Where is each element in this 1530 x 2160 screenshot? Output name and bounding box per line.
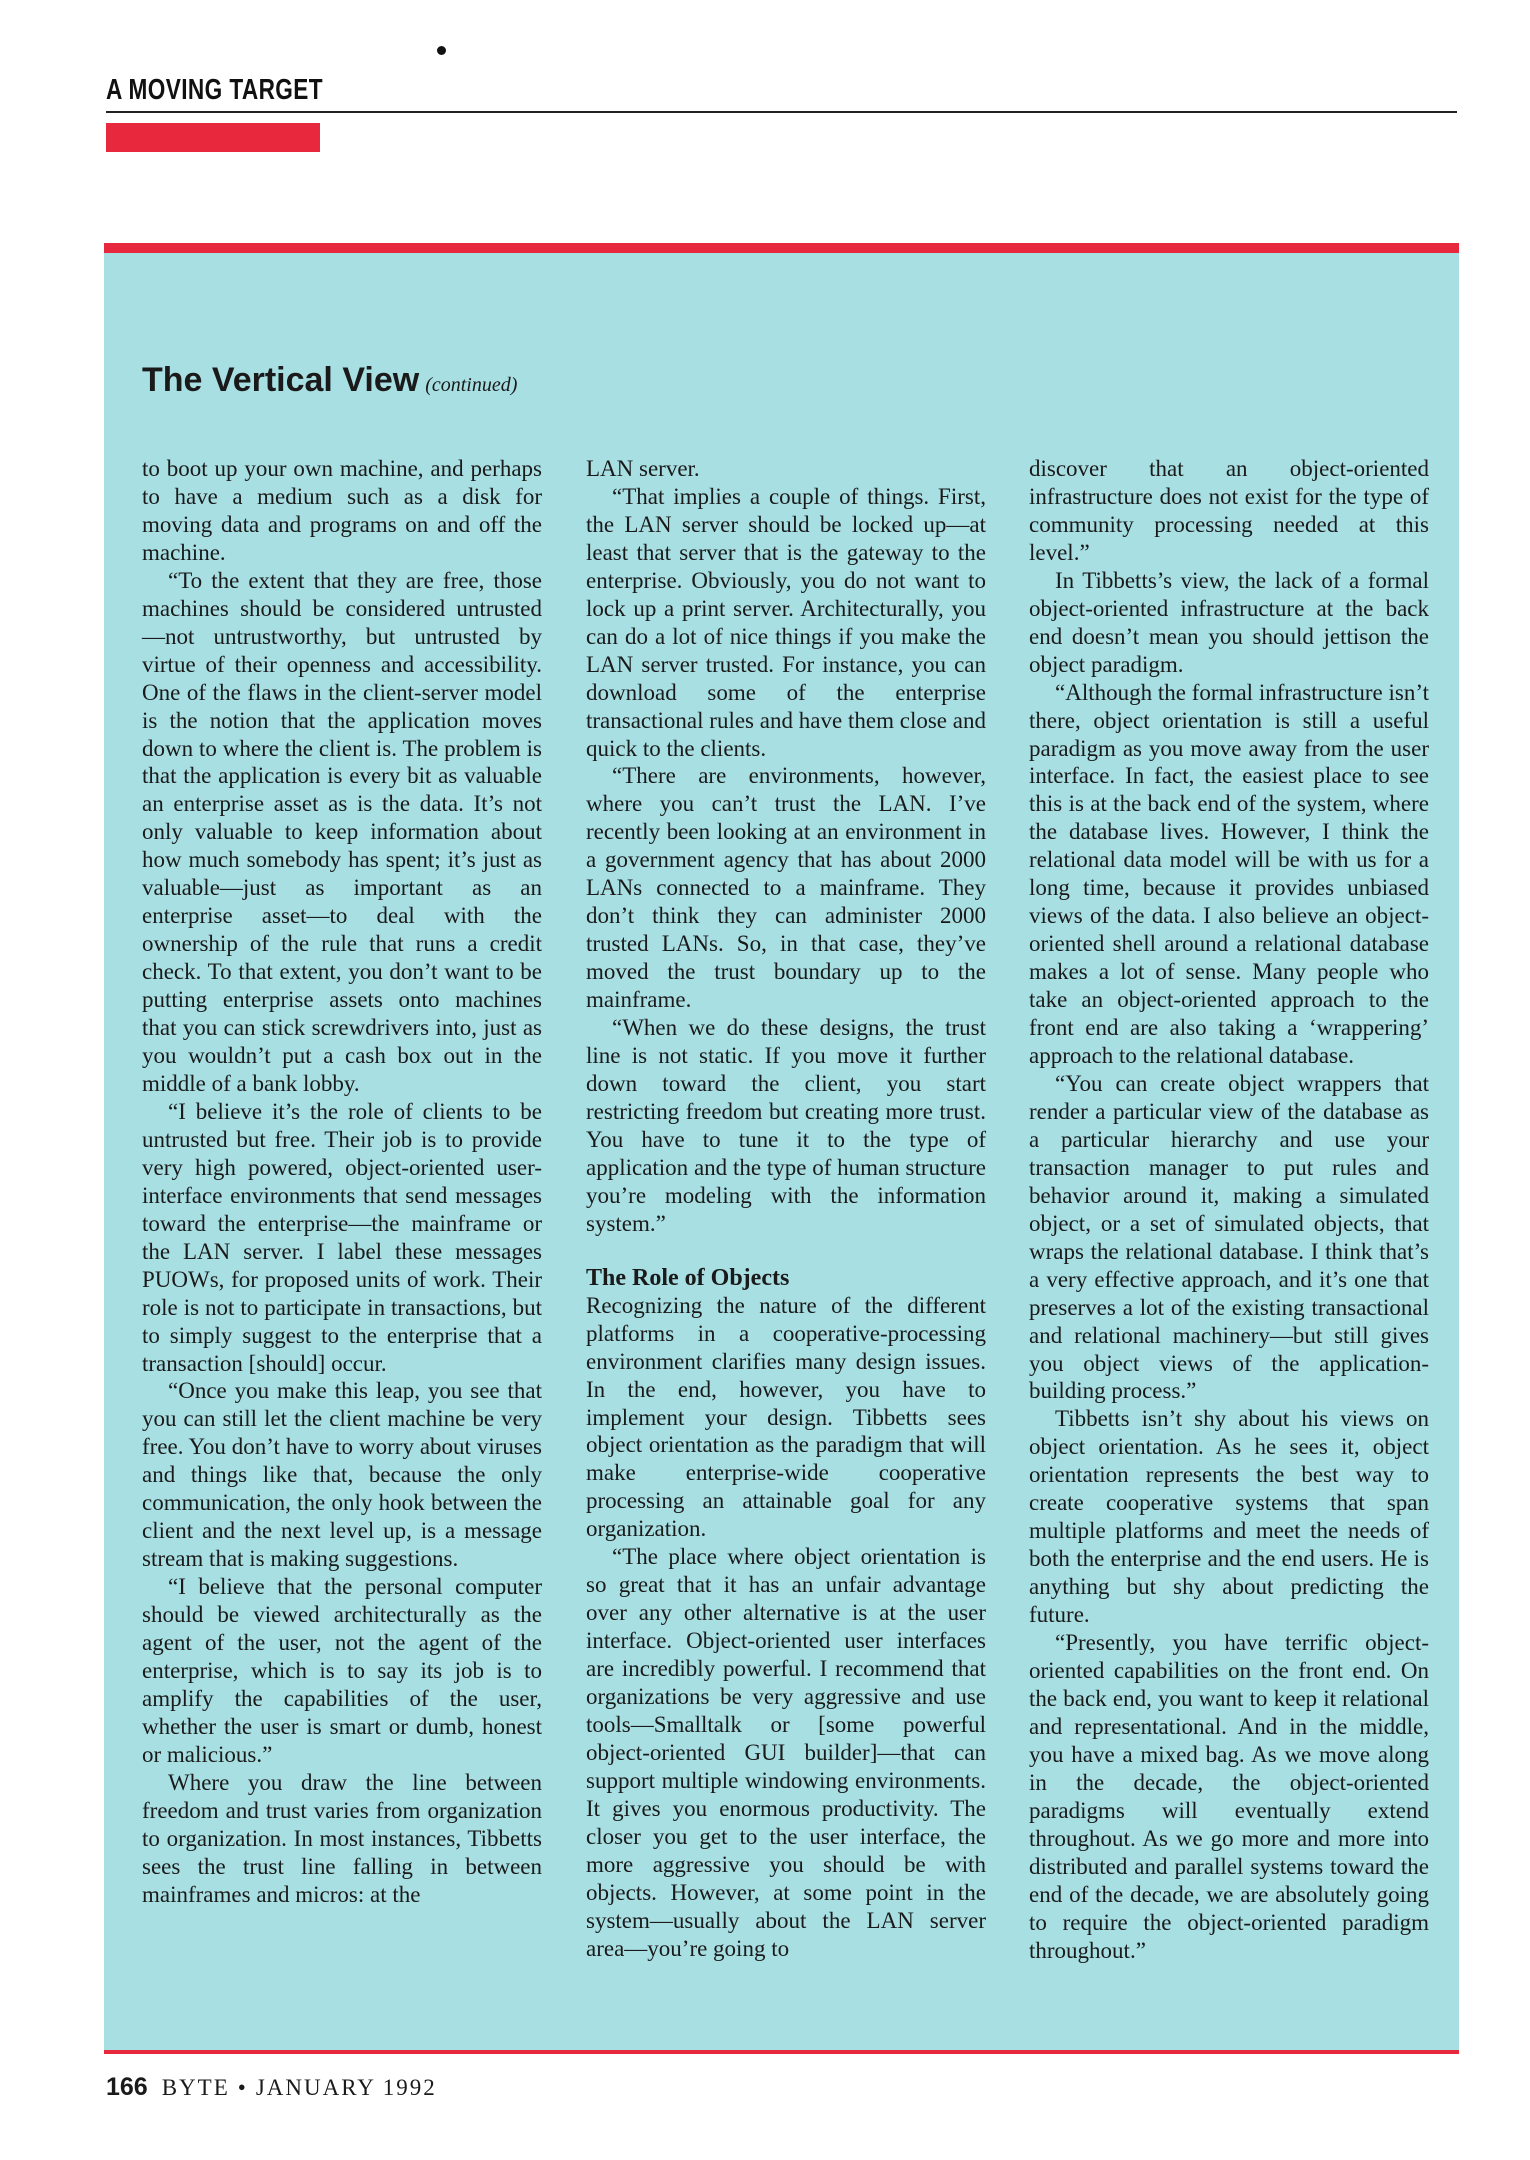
- text-column-1: [142, 455, 542, 1909]
- sidebar-title: [142, 361, 517, 400]
- text-column-2: [586, 455, 986, 1963]
- issue-date: JANUARY 1992: [255, 2075, 437, 2100]
- sidebar-panel: [104, 243, 1459, 2054]
- text-column-3: [1029, 455, 1429, 1964]
- continued-label: (continued): [425, 374, 518, 396]
- paragraph: “You can create object wrappers that render a particular view of the database as a particular hierarchy and use your transaction manager to put rules and behavior around it, making a simulated object, or a set of simulated objects, that wraps the relational database. I think that’s a very effective approach, and it’s one that preserves a lot of the existing transactional and relational machinery—but still gives you object views of the application-building process.”: [1029, 1070, 1429, 1404]
- paragraph: “That implies a couple of things. First, the LAN server should be locked up—at least that server that is the gateway to the enterprise. Obviously, you do not want to lock up a print server. Architecturally, you can do a lot of nice things if you make the LAN server trusted. For instance, you can download some of the enterprise transactional rules and have them close and quick to the clients.: [586, 483, 986, 761]
- paragraph: Tibbetts isn’t shy about his views on object orientation. As he sees it, object orientation represents the best way to create cooperative systems that span multiple platforms and meet the needs of both the enterprise and the end users. He is anything but shy about predicting the future.: [1029, 1406, 1429, 1628]
- paragraph: “I believe it’s the role of clients to be untrusted but free. Their job is to provide very high powered, object-oriented user-interface environments that send messages toward the enterprise—the mainframe or the LAN server. I label these messages PUOWs, for proposed units of work. Their role is not to participate in transactions, but to simply suggest to the enterprise that a transaction [should] occur.: [142, 1098, 542, 1376]
- paragraph: LAN server.: [586, 456, 700, 481]
- page-footer: [106, 2073, 437, 2102]
- magazine-name: BYTE: [161, 2075, 230, 2100]
- paragraph: “The place where object orientation is so great that it has an unfair advantage over any other alternative is at the user interface. Object-oriented user interfaces are incredibly powerful. I recommend that organizations be very aggressive and use tools—Smalltalk or [some powerful object-oriented GUI builder]—that can support multiple windowing environments. It gives you enormous productivity. The closer you get to the user interface, the more aggressive you should be with objects. However, at some point in the system—usually about the LAN server area—you’re going to: [586, 1544, 986, 1961]
- paragraph: to boot up your own machine, and perhaps to have a medium such as a disk for moving data and programs on and off the machine.: [142, 456, 542, 565]
- paragraph: Recognizing the nature of the different platforms in a cooperative-processing environment clarifies many design issues. In the end, however, you have to implement your design. Tibbetts sees object orientation as the paradigm that will make enterprise-wide cooperative processing an attainable goal for any organization.: [586, 1292, 986, 1542]
- header-rule: [106, 111, 1457, 113]
- paragraph: In Tibbetts’s view, the lack of a formal object-oriented infrastructure at the back end doesn’t mean you should jettison the object paradigm.: [1029, 567, 1429, 677]
- paragraph: “When we do these designs, the trust line is not static. If you move it further down toward the client, you start restricting freedom but creating more trust. You have to tune it to the type of application and the type of human structure you’re modeling with the information system.”: [586, 1015, 986, 1236]
- page-number: 166: [106, 2073, 148, 2101]
- sidebar-title-text: The Vertical View: [142, 361, 420, 399]
- paragraph: “To the extent that they are free, those machines should be considered untrusted—not untrustworthy, but untrusted by virtue of their openness and accessibility. One of the flaws in the client-server model is the notion that the application moves down to where the client is. The problem is that the application is every bit as valuable an enterprise asset as is the data. It’s not only valuable to keep information about how much somebody has spent; it’s just as valuable—just as important as an enterprise asset—to deal with the ownership of the rule that runs a credit check. To that extent, you don’t want to be putting enterprise assets onto machines that you can stick screwdrivers into, just as you wouldn’t put a cash box out in the middle of a bank lobby.: [142, 567, 542, 1096]
- decorative-dot: [437, 46, 446, 55]
- section-label: A MOVING TARGET: [106, 74, 323, 106]
- footer-separator: •: [237, 2075, 248, 2100]
- paragraph: “Although the formal infrastructure isn’t there, object orientation is still a useful paradigm as you move away from the user interface. In fact, the easiest place to see this is at the back end of the system, where the database lives. However, I think the relational data model will be with us for a long time, because it provides unbiased views of the data. I also believe an object-oriented shell around a relational database makes a lot of sense. Many people who take an object-oriented approach to the front end are also taking a ‘wrappering’ approach to the relational database.: [1029, 679, 1429, 1069]
- section-color-bar: [106, 123, 320, 152]
- paragraph: “Once you make this leap, you see that you can still let the client machine be very free. You don’t have to worry about viruses and things like that, because the only communication, the only hook between the client and the next level up, is a message stream that is making suggestions.: [142, 1378, 542, 1572]
- paragraph: discover that an object-oriented infrastructure does not exist for the type of community processing needed at this level.”: [1029, 456, 1429, 565]
- paragraph: Where you draw the line between freedom and trust varies from organization to organization. In most instances, Tibbetts sees the trust line falling in between mainframes and micros: at the: [142, 1769, 542, 1907]
- paragraph: “I believe that the personal computer should be viewed architecturally as the agent of the user, not the agent of the enterprise, which is to say its job is to amplify the capabilities of the user, whether the user is smart or dumb, honest or malicious.”: [142, 1574, 542, 1767]
- subheading-role-of-objects: The Role of Objects: [586, 1264, 790, 1291]
- paragraph: “Presently, you have terrific object-oriented capabilities on the front end. On the back end, you want to keep it relational and representational. And in the middle, you have a mixed bag. As we move along in the decade, the object-oriented paradigms will eventually extend throughout. As we go more and more into distributed and parallel systems toward the end of the decade, we are absolutely going to require the object-oriented paradigm throughout.”: [1029, 1630, 1429, 1963]
- paragraph: “There are environments, however, where you can’t trust the LAN. I’ve recently been looking at an environment in a government agency that has about 2000 LANs connected to a mainframe. They don’t think they can administer 2000 trusted LANs. So, in that case, they’ve moved the trust boundary up to the mainframe.: [586, 763, 986, 1013]
